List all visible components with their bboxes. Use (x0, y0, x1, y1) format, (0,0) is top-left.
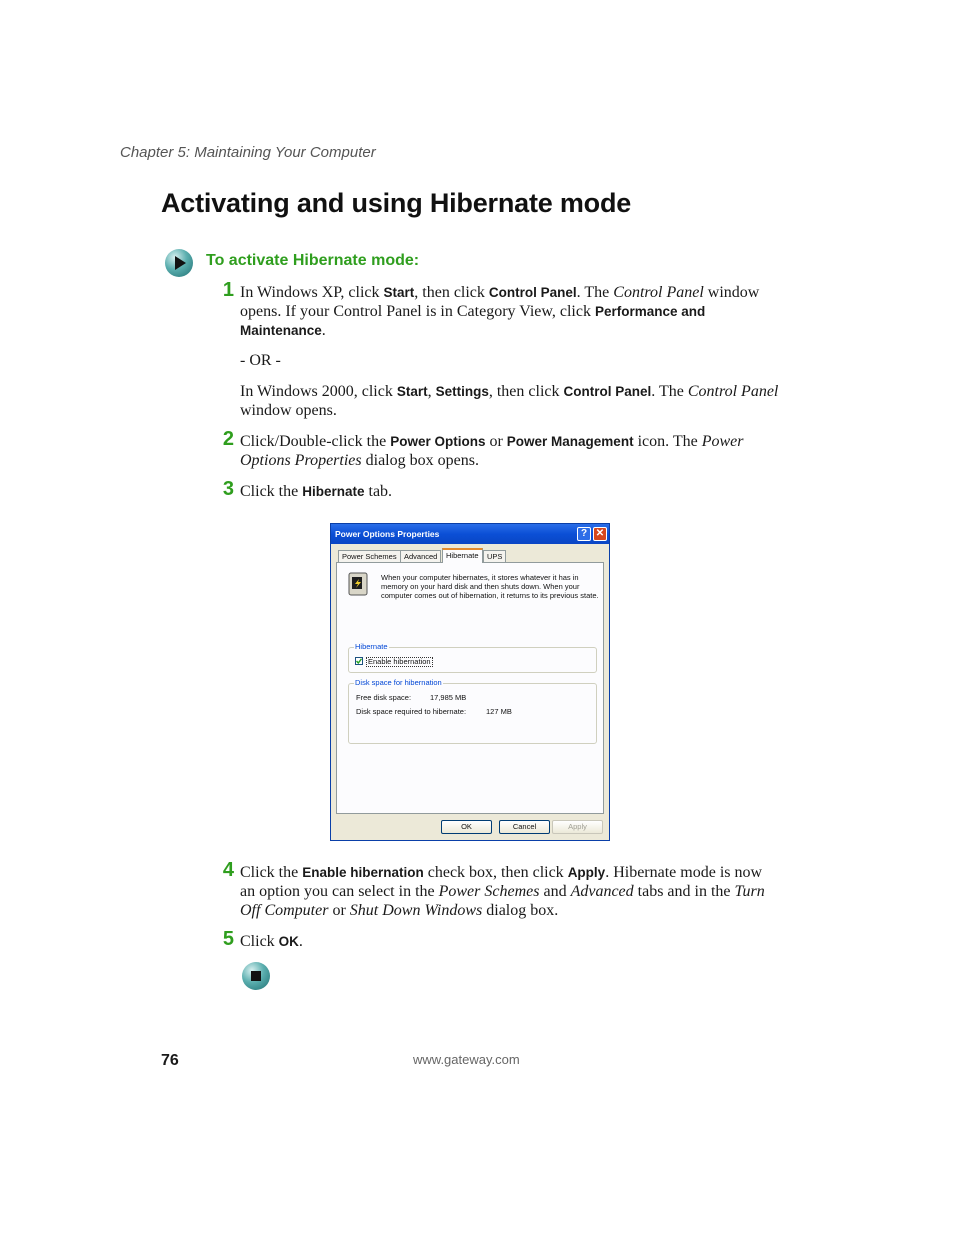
tab-advanced[interactable]: Advanced (400, 550, 441, 562)
group-label: Hibernate (355, 642, 388, 651)
hibernate-description: When your computer hibernates, it stores whatever it has in memory on your hard disk and then shuts down. When your computer comes out of hibernation, it returns to its previous state. (381, 573, 599, 600)
dialog-title-bar (331, 524, 609, 544)
step-5-text: Click OK. (240, 933, 303, 950)
step-number: 5 (222, 928, 234, 950)
cancel-button[interactable]: Cancel (499, 820, 550, 834)
dialog-title: Power Options Properties (335, 529, 440, 539)
ok-button[interactable]: OK (441, 820, 492, 834)
step-1-text: In Windows XP, click Start, then click Control Panel. The Control Panel window opens. If your Control Panel is in Category View, click Performance and Maintenance. (240, 284, 760, 339)
procedure-heading: To activate Hibernate mode: (206, 252, 420, 269)
step-number: 3 (222, 478, 234, 500)
free-disk-value: 17,985 MB (430, 693, 467, 702)
tab-ups[interactable]: UPS (483, 550, 506, 562)
page-number: 76 (161, 1052, 179, 1069)
footer-url: www.gateway.com (413, 1052, 520, 1067)
or-separator: - OR - (240, 352, 281, 369)
step-4-text: Click the Enable hibernation check box, then click Apply. Hibernate mode is now an option you can select in the Power Schemes and Advanced tabs and in the Turn Off Computer or Shut Down Windows dialog box. (240, 864, 765, 919)
step-2-text: Click/Double-click the Power Options or Power Management icon. The Power Options Properties dialog box opens. (240, 433, 744, 469)
disk-space-group (348, 678, 597, 744)
group-label: Disk space for hibernation (355, 678, 442, 687)
step-number: 4 (222, 859, 234, 881)
free-disk-label: Free disk space: (356, 693, 412, 702)
tab-power-schemes[interactable]: Power Schemes (338, 550, 401, 562)
step-number: 1 (222, 279, 234, 301)
step-1-alt-text: In Windows 2000, click Start, Settings, then click Control Panel. The Control Panel window opens. (240, 383, 779, 419)
page-title: Activating and using Hibernate mode (161, 188, 632, 218)
hibernate-group (348, 642, 597, 673)
apply-button[interactable]: Apply (552, 820, 603, 834)
enable-hibernation-checkbox[interactable] (355, 657, 363, 665)
enable-hibernation-label[interactable]: Enable hibernation (368, 657, 431, 666)
procedure-arrow-icon (165, 249, 193, 277)
procedure-end-icon (242, 962, 270, 990)
chapter-header: Chapter 5: Maintaining Your Computer (120, 144, 376, 161)
step-3-text: Click the Hibernate tab. (240, 483, 393, 500)
required-disk-label: Disk space required to hibernate: (356, 707, 467, 716)
checkmark-icon (356, 658, 362, 664)
tab-panel (336, 562, 604, 814)
tab-hibernate[interactable]: Hibernate (442, 548, 483, 563)
required-disk-value: 127 MB (486, 707, 512, 716)
step-number: 2 (222, 428, 234, 450)
help-icon[interactable]: ? (577, 527, 591, 541)
close-icon[interactable]: ✕ (593, 527, 607, 541)
power-options-dialog (330, 523, 610, 841)
hibernate-computer-icon (345, 571, 371, 597)
